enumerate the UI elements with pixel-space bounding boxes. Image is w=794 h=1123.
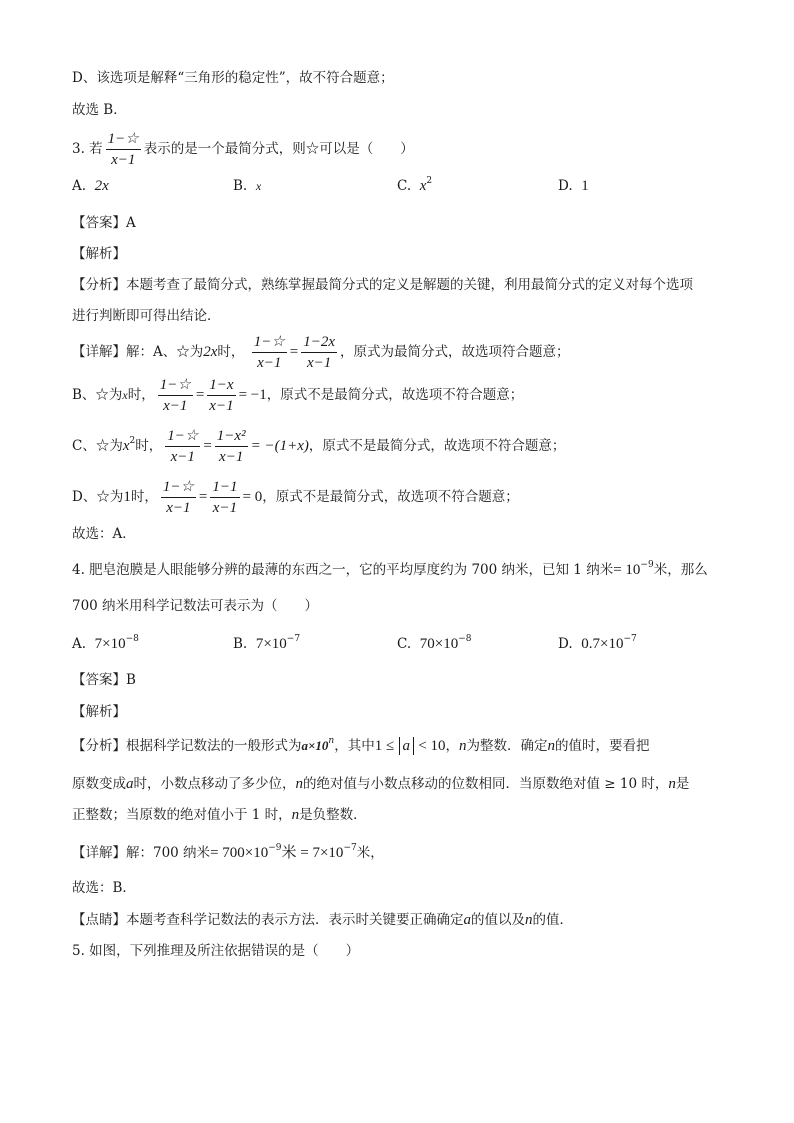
detail-result: = −(1+x) bbox=[250, 438, 309, 454]
q3-detail-c bbox=[72, 427, 565, 466]
detail-text: ，原式不是最简分式，故选项不符合题意； bbox=[262, 489, 519, 505]
q3-stem bbox=[72, 130, 414, 169]
detail-text: ，原式为最简分式，故选项符合题意； bbox=[340, 344, 570, 360]
q4-analysis-header: 【解析】 bbox=[72, 704, 126, 720]
q3-suffix: 表示的是一个最简分式，则☆可以是（ ） bbox=[143, 141, 414, 157]
analysis-text: 的值时，要看把 bbox=[555, 738, 650, 754]
frac-den: x−1 bbox=[219, 449, 244, 465]
frac-num: 1−☆ bbox=[252, 333, 287, 353]
detail-text: 时， bbox=[130, 489, 158, 505]
frac-num: 1−☆ bbox=[161, 478, 196, 498]
q3-analysis-line1: 【分析】本题考查了最简分式，熟练掌握最简分式的定义是解题的关键，利用最简分式的定义对每个选项 bbox=[72, 277, 693, 293]
q2-choose: 故选 B． bbox=[72, 102, 127, 118]
comment-var: n bbox=[525, 912, 533, 928]
option-sup: −7 bbox=[623, 634, 637, 644]
stem-text: 米，那么 bbox=[653, 562, 708, 578]
frac-den: x−1 bbox=[170, 449, 195, 465]
option-sup: −7 bbox=[286, 634, 301, 644]
comment-var: a bbox=[463, 912, 471, 928]
stem-sup: −9 bbox=[640, 560, 654, 570]
q3-answer: 【答案】A bbox=[72, 215, 136, 231]
comment-text: 【点睛】本题考查科学记数法的表示方法．表示时关键要正确确定 bbox=[72, 912, 464, 928]
option-sup: −8 bbox=[125, 634, 139, 644]
detail-var: x bbox=[122, 438, 130, 454]
equals-sign: = bbox=[195, 387, 205, 403]
detail-text: 【详解】解：A、☆为 bbox=[72, 344, 204, 360]
q4-detail bbox=[72, 843, 384, 863]
option-value: 0.7×10 bbox=[581, 636, 624, 652]
option-label: C. bbox=[397, 636, 412, 652]
option-value: x bbox=[255, 179, 262, 193]
option-value: 7×10 bbox=[94, 636, 126, 652]
option-label: D. bbox=[558, 178, 573, 194]
q3-analysis-header: 【解析】 bbox=[72, 246, 126, 262]
frac-den: x−1 bbox=[307, 355, 332, 371]
detail-text: 【详解】解：700 纳米 bbox=[72, 845, 211, 861]
q4-stem-line1 bbox=[72, 560, 708, 580]
detail-result: = −1 bbox=[238, 387, 267, 403]
detail-fraction bbox=[301, 333, 337, 372]
analysis-var: n bbox=[459, 738, 467, 754]
q4-analysis-line3 bbox=[72, 805, 367, 825]
equals-sign: = bbox=[289, 344, 299, 360]
q4-option-b bbox=[233, 634, 300, 654]
detail-text: D、☆为 bbox=[72, 489, 124, 505]
detail-text: 时， bbox=[217, 344, 245, 360]
analysis-var: a bbox=[126, 776, 134, 792]
q2-option-d-explanation: D、该选项是解释“三角形的稳定性”，故不符合题意； bbox=[72, 70, 394, 86]
q4-option-a bbox=[72, 634, 139, 654]
detail-sup: 2 bbox=[129, 436, 136, 446]
detail-text: ，原式不是最简分式，故选项不符合题意； bbox=[266, 387, 524, 403]
q4-option-c bbox=[397, 634, 471, 654]
option-value: 70×10 bbox=[419, 636, 459, 652]
q4-answer: 【答案】B bbox=[72, 672, 136, 688]
analysis-form: a×10 bbox=[301, 738, 329, 753]
option-label: A. bbox=[72, 636, 87, 652]
q3-choose: 故选：A． bbox=[72, 526, 136, 542]
q4-analysis-line1 bbox=[72, 736, 650, 756]
frac-den: x−1 bbox=[209, 398, 234, 414]
frac-num: 1−x bbox=[207, 376, 235, 396]
q3-detail-d bbox=[72, 478, 519, 517]
analysis-text: ， bbox=[445, 738, 460, 754]
q3-prefix: 3. 若 bbox=[72, 141, 103, 157]
q4-analysis-line2 bbox=[72, 774, 689, 794]
option-value: 2x bbox=[94, 178, 109, 194]
analysis-text: 是负整数． bbox=[299, 807, 367, 823]
detail-var: 2x bbox=[203, 344, 218, 360]
analysis-text: 为整数．确定 bbox=[466, 738, 548, 754]
option-value: x bbox=[419, 178, 427, 194]
equals-sign: = bbox=[203, 438, 212, 454]
analysis-text: 【分析】根据科学记数法的一般形式为 bbox=[72, 738, 302, 754]
analysis-var: n bbox=[291, 807, 300, 823]
q3-fraction bbox=[106, 130, 141, 169]
abs-value: a bbox=[399, 737, 415, 755]
q3-detail-a bbox=[72, 333, 570, 372]
q4-option-d bbox=[558, 634, 637, 654]
analysis-text: 正整数；当原数的绝对值小于 1 时， bbox=[72, 807, 292, 823]
option-label: C. bbox=[397, 178, 412, 194]
q3-frac-num: 1−☆ bbox=[106, 130, 141, 150]
detail-text: ，原式不是最简分式，故选项不符合题意； bbox=[308, 438, 566, 454]
q4-stem-line2: 700 纳米用科学记数法可表示为（ ） bbox=[72, 598, 319, 614]
q3-analysis-line2: 进行判断即可得出结论． bbox=[72, 308, 221, 324]
frac-num: 1−1 bbox=[210, 478, 239, 498]
detail-sup: −9 bbox=[268, 843, 282, 853]
q3-option-d bbox=[558, 176, 589, 196]
detail-text: B、☆为 bbox=[72, 387, 123, 403]
analysis-text: 时，小数点移动了多少位， bbox=[133, 776, 296, 792]
option-value: 7×10 bbox=[255, 636, 287, 652]
option-sup: −8 bbox=[458, 634, 472, 644]
frac-num: 1−☆ bbox=[165, 427, 200, 447]
detail-text: 米， bbox=[356, 845, 384, 861]
frac-num: 1−☆ bbox=[158, 376, 193, 396]
analysis-var: n bbox=[668, 776, 676, 792]
detail-math: = 700×10 bbox=[210, 845, 269, 861]
equals-sign: = bbox=[198, 489, 208, 505]
detail-fraction bbox=[158, 376, 193, 415]
analysis-text: 是 bbox=[675, 776, 690, 792]
q3-option-a bbox=[72, 176, 109, 196]
detail-text: C、☆为 bbox=[72, 438, 123, 454]
q4-comment bbox=[72, 910, 573, 930]
detail-text: 时， bbox=[135, 438, 163, 454]
detail-fraction bbox=[207, 376, 235, 415]
detail-fraction bbox=[165, 427, 200, 466]
frac-den: x−1 bbox=[257, 355, 282, 371]
detail-fraction bbox=[161, 478, 196, 517]
q3-option-b bbox=[233, 176, 261, 196]
frac-num: 1−x² bbox=[215, 427, 248, 447]
analysis-form-sup: n bbox=[328, 736, 335, 746]
detail-result: = 0 bbox=[242, 489, 263, 505]
stem-math: = 10 bbox=[613, 562, 641, 578]
analysis-var: n bbox=[547, 738, 556, 754]
q3-frac-den: x−1 bbox=[111, 152, 136, 168]
analysis-text: 原数变成 bbox=[72, 776, 126, 792]
detail-fraction bbox=[215, 427, 248, 466]
q5-prompt: 5. 如图，下列推理及所注依据错误的是（ ） bbox=[72, 943, 360, 959]
frac-den: x−1 bbox=[163, 398, 188, 414]
detail-var: 1 bbox=[123, 489, 131, 505]
frac-den: x−1 bbox=[166, 500, 191, 516]
analysis-cond: 1 ≤ bbox=[374, 738, 395, 754]
frac-num: 1−2x bbox=[301, 333, 337, 353]
analysis-var: n bbox=[295, 776, 303, 792]
comment-text: 的值． bbox=[532, 912, 573, 928]
option-label: B. bbox=[233, 178, 248, 194]
option-value: 1 bbox=[581, 178, 589, 194]
option-label: B. bbox=[233, 636, 248, 652]
frac-den: x−1 bbox=[212, 500, 238, 516]
detail-sup: −7 bbox=[343, 843, 357, 853]
detail-var: x bbox=[122, 388, 128, 402]
analysis-text: ，其中 bbox=[334, 738, 375, 754]
q3-option-c bbox=[397, 176, 432, 196]
analysis-text: 的绝对值与小数点移动的位数相同．当原数绝对值 ≥ 10 时， bbox=[303, 776, 669, 792]
option-label: A. bbox=[72, 178, 87, 194]
stem-text: 4. 肥皂泡膜是人眼能够分辨的最薄的东西之一，它的平均厚度约为 700 纳米，已知 1 纳米 bbox=[72, 562, 614, 578]
detail-text: 时， bbox=[127, 387, 155, 403]
option-label: D. bbox=[558, 636, 573, 652]
detail-math: 米 = 7×10 bbox=[281, 845, 344, 861]
q4-choose: 故选：B． bbox=[72, 880, 136, 896]
comment-text: 的值以及 bbox=[471, 912, 525, 928]
q3-detail-b bbox=[72, 376, 523, 415]
option-sup: 2 bbox=[426, 176, 433, 186]
detail-fraction bbox=[210, 478, 239, 517]
analysis-cond: < 10 bbox=[418, 738, 446, 754]
detail-fraction bbox=[252, 333, 287, 372]
